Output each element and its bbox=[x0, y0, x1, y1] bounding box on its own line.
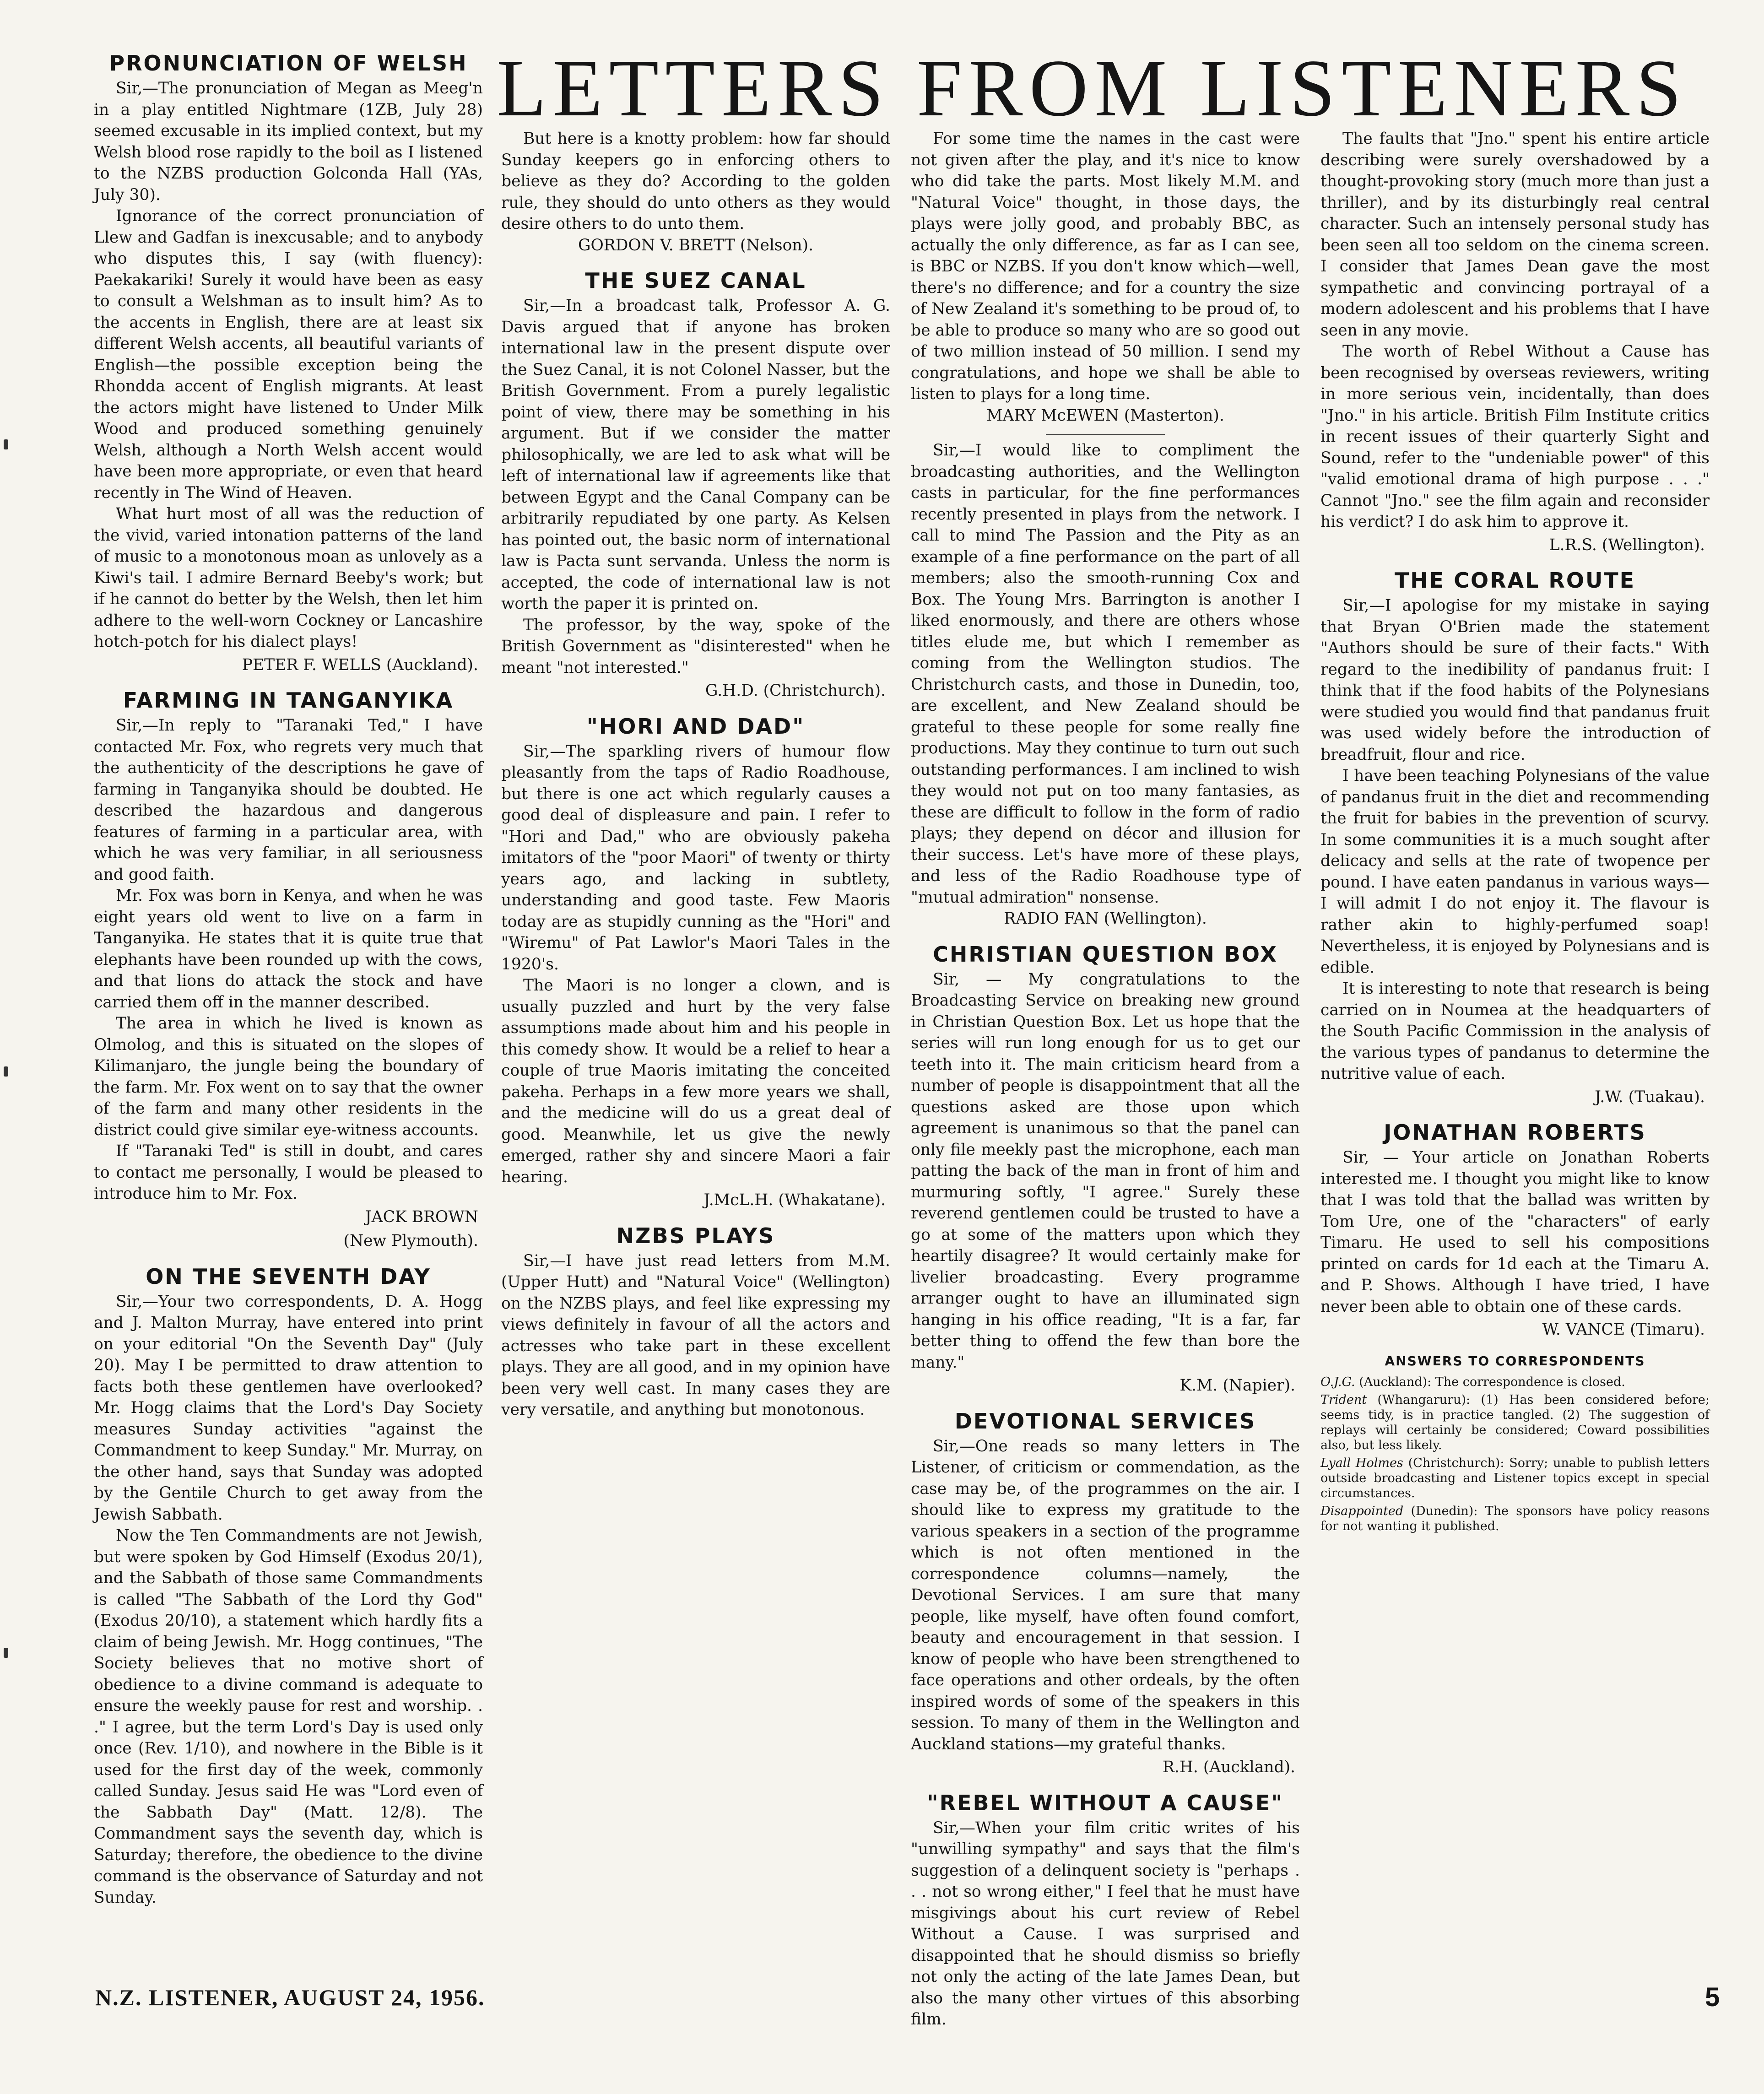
answer-item bbox=[1320, 1374, 1710, 1390]
letter-signature: J.W. (Tuakau). bbox=[1595, 1088, 1705, 1106]
letter-paragraph: Ignorance of the correct pronunciation of Llew and Gadfan is inexcusable; and to anybody who disputes this, I say (with fluency): Paekakariki! Surely it would have been as easy to consult a Welshman as to insult him? As to the accents in English, there are at least six different Welsh accents, all beautiful variants of English—the possible exception being the Rhondda accent of English migrants. At least the actors might have listened to Under Milk Wood and produced something genuinely Welsh, although a North Welsh accent would have been more appropriate, or even that heard recently in The Wind of Heaven. bbox=[94, 207, 483, 502]
binding-hole-mark bbox=[4, 1066, 8, 1077]
answer-text: The sponsors have policy reasons for not wanting it published. bbox=[1320, 1504, 1710, 1533]
letter-signature: W. VANCE (Timaru). bbox=[1542, 1320, 1705, 1339]
letter-paragraph: But here is a knotty problem: how far should Sunday keepers go in enforcing others to believe as they do? According to the golden rule, they should do unto others as they would desire others to do unto them. bbox=[501, 130, 890, 233]
letter-paragraph: Mr. Fox was born in Kenya, and when he was eight years old went to live on a farm in Tanganyika. He states that it is quite true that elephants have been rounded up with the cows, and that lions do attack the stock and have carried them off in the manner described. bbox=[94, 887, 483, 1012]
letter-paragraph: Sir, — Your article on Jonathan Roberts interested me. I thought you might like to know that I was told that the ballad was written by Tom Ure, one of the "characters" of early Timaru. He used to sell his compositions printed on cards for 1d each at the Timaru A. and P. Shows. Although I have tried, I have never been able to obtain one of these cards. bbox=[1320, 1148, 1710, 1316]
letter-paragraph: The Maori is no longer a clown, and is usually puzzled and hurt by the very false assumptions made about him and his people in this comedy show. It would be a relief to hear a couple of true Maoris imitating the conceited pakeha. Perhaps in a few more years we shall, and the medicine will do us a great deal of good. Meanwhile, let us give the newly emerged, rather shy and sincere Maori a fair hearing. bbox=[501, 976, 890, 1186]
letter-paragraph: Sir,—The sparkling rivers of humour flow pleasantly from the taps of Radio Roadhouse, but there is one act which regularly causes a good deal of displeasure and pain. I refer to "Hori and Dad," who are obviously pakeha imitators of the "poor Maori" of twenty or thirty years ago, and lacking in subtlety, understanding and good taste. Few Maoris today are as stupidly cunning as the "Hori" and "Wiremu" of Pat Lawlor's Maori Tales in the 1920's. bbox=[501, 742, 890, 974]
column-2 bbox=[501, 128, 890, 1421]
letter-heading: DEVOTIONAL SERVICES bbox=[954, 1408, 1256, 1434]
binding-hole-mark bbox=[4, 439, 8, 449]
answer-text: The correspondence is closed. bbox=[1435, 1375, 1625, 1389]
letter-paragraph: The worth of Rebel Without a Cause has been recognised by overseas reviewers, writing in more serious vein, incidentally, than does "Jno." in his article. British Film Institute critics in recent issues of their quarterly Sight and Sound, refer to the "undeniable power" of this "valid emotional drama of high purpose . . ." Cannot "Jno." see the film again and reconsider his verdict? I do ask him to approve it. bbox=[1320, 342, 1710, 531]
answer-name: Lyall Holmes bbox=[1320, 1456, 1403, 1470]
letter-paragraph: It is interesting to note that research is being carried on in Noumea at the headquarters of the South Pacific Commission in the analysis of the various types of pandanus to determine the nutritive value of each. bbox=[1320, 979, 1710, 1083]
letter-signature: JACK BROWN bbox=[365, 1207, 478, 1226]
letter-paragraph: What hurt most of all was the reduction of the vivid, varied intonation patterns of the land of music to a monotonous moan as unlovely as a Kiwi's tail. I admire Bernard Beeby's work; but if he cannot do better by the Welsh, then let him adhere to the well-worn Cockney or Lancashire hotch-potch for his dialect plays! bbox=[94, 505, 483, 651]
answer-item bbox=[1320, 1392, 1710, 1453]
letter-heading: THE CORAL ROUTE bbox=[1394, 568, 1636, 593]
letter-signature: K.M. (Napier). bbox=[1180, 1376, 1295, 1395]
answer-text: Sorry; unable to publish letters outside broadcasting and Listener topics except in special circumstances. bbox=[1320, 1456, 1710, 1500]
letter-signature-place: (New Plymouth). bbox=[343, 1232, 478, 1250]
letter-heading: THE SUEZ CANAL bbox=[585, 268, 806, 293]
letter-paragraph: The area in which he lived is known as Olmolog, and this is situated on the slopes of Kilimanjaro, the jungle being the boundary of the farm. Mr. Fox went on to say that the owner of the farm and many other residents in the district could give similar eye-witness accounts. bbox=[94, 1014, 483, 1139]
answer-name: Disappointed bbox=[1320, 1504, 1404, 1518]
letter-heading: PRONUNCIATION OF WELSH bbox=[109, 51, 468, 76]
letter-heading: FARMING IN TANGANYIKA bbox=[123, 688, 454, 713]
letter-signature: MARY McEWEN (Masterton). bbox=[986, 406, 1224, 425]
answers-box bbox=[1320, 1351, 1710, 1534]
answer-item bbox=[1320, 1504, 1710, 1534]
column-1 bbox=[94, 50, 483, 1908]
page-number: 5 bbox=[1705, 1982, 1720, 2012]
letter-paragraph: Sir,—I have just read letters from M.M. (Upper Hutt) and "Natural Voice" (Wellington) on the NZBS plays, and feel like expressing my views definitely in favour of all the actors and actresses who take part in these excellent plays. They are all good, and in my opinion have been very well cast. In many cases they are very versatile, and anything but monotonous. bbox=[501, 1251, 890, 1419]
letter-paragraph: If "Taranaki Ted" is still in doubt, and cares to contact me personally, I would be pleased to introduce him to Mr. Fox. bbox=[94, 1142, 483, 1203]
column-4 bbox=[1320, 128, 1710, 1537]
masthead-title: LETTERS FROM LISTENERS bbox=[497, 43, 1688, 133]
letter-signature: PETER F. WELLS (Auckland). bbox=[242, 655, 478, 674]
letter-signature: GORDON V. BRETT (Nelson). bbox=[578, 236, 814, 254]
letter-paragraph: Now the Ten Commandments are not Jewish, but were spoken by God Himself (Exodus 20/1), and the Sabbath of those same Commandments is called "The Sabbath of the Lord thy God" (Exodus 20/10), a statement which hardly fits a claim of being Jewish. Mr. Hogg continues, "The Society believes that no motive short of obedience to a divine command is adequate to ensure the weekly pause for rest and worship. . ." I agree, but the term Lord's Day is used only once (Rev. 1/10), and nowhere in the Bible is it used for the first day of the week, commonly called Sunday. Jesus said He was "Lord even of the Sabbath Day" (Matt. 12/8). The Commandment says the seventh day, which is Saturday; therefore, the obedience to the divine command is the observance of Saturday and not Sunday. bbox=[94, 1526, 483, 1907]
letter-signature: J.McL.H. (Whakatane). bbox=[703, 1191, 886, 1209]
letter-paragraph: Sir, — My congratulations to the Broadcasting Service on breaking new ground in Christian Question Box. Let us hope that the series will run long enough for us to get our teeth into it. The main criticism heard from a number of people is disappointment that all the questions asked are those upon which agreement is unanimous so that the panel can only file meekly past the microphone, each man patting the back of the man in front of him and murmuring softly, "I agree." Surely these reverend gentlemen could be trusted to have a go at some of the matters upon which they heartily disagree? It would certainly make for livelier broadcasting. Every programme arranger ought to have an illuminated sign hanging in his office reading, "It is a far, far better thing to offend the few than bore the many." bbox=[911, 970, 1300, 1372]
answer-name: O.J.G. bbox=[1320, 1375, 1355, 1389]
answer-place: (Whangaruru): bbox=[1377, 1393, 1471, 1407]
letter-paragraph: The professor, by the way, spoke of the British Government as "disinterested" when he meant "not interested." bbox=[501, 616, 890, 677]
letter-heading: NZBS PLAYS bbox=[616, 1223, 775, 1248]
letter-heading: CHRISTIAN QUESTION BOX bbox=[933, 941, 1278, 967]
letter-paragraph: Sir,—I would like to compliment the broadcasting authorities, and the Wellington casts in particular, for the fine performances recently presented in plays from the network. I call to mind The Passion and the Pity as an example of a fine performance on the part of all members; also the smooth-running Cox and Box. The Young Mrs. Barrington is another I liked enormously, and there are others whose titles elude me, but which I remember as coming from the Wellington studios. The Christchurch casts, and those in Dunedin, too, are excellent, and New Zealand should be grateful to these people for some really fine productions. May they continue to turn out such outstanding performances. I am inclined to wish they would not put on too many fantasies, as these are difficult to follow in the form of radio plays; they depend on décor and illusion for their success. Let's have more of these plays, and less of the Radio Roadhouse type of "mutual admiration" nonsense. bbox=[911, 441, 1300, 907]
letter-heading: "HORI AND DAD" bbox=[586, 714, 805, 739]
letter-paragraph: Sir,—Your two correspondents, D. A. Hogg and J. Malton Murray, have entered into print on your editorial "On the Seventh Day" (July 20). May I be permitted to draw attention to facts both these gentlemen have overlooked? Mr. Hogg claims that the Lord's Day Society measures Sunday activities "against the Commandment to keep Sunday." Mr. Murray, on the other hand, says that Sunday was adopted by the Gentile Church to get away from the Jewish Sabbath. bbox=[94, 1292, 483, 1524]
letter-heading: JONATHAN ROBERTS bbox=[1384, 1120, 1646, 1145]
letter-signature: G.H.D. (Christchurch). bbox=[705, 682, 886, 700]
answer-place: (Dunedin): bbox=[1411, 1504, 1478, 1518]
answer-item bbox=[1320, 1456, 1710, 1501]
letter-signature: R.H. (Auckland). bbox=[1162, 1758, 1295, 1776]
letter-paragraph: For some time the names in the cast were not given after the play, and it's nice to know who did take the parts. Most likely M.M. and "Natural Voice" thought, in those days, the plays were jolly good, and probably BBC, as actually the only difference, as far as I can see, is BBC or NZBS. If you don't know which—well, there's no difference; and for a country the size of New Zealand it's something to be proud of, to be able to produce so many who are so good out of two million instead of 50 million. I send my congratulations, and hope we shall be able to listen to plays for a long time. bbox=[911, 130, 1300, 403]
letter-paragraph: I have been teaching Polynesians of the value of pandanus fruit in the diet and recommending the fruit for babies in the prevention of scurvy. In some communities it is a much sought after delicacy and sells at the rate of twopence per pound. I have eaten pandanus in various ways—I will admit I do not enjoy it. The flavour is rather akin to highly-perfumed soap! Nevertheless, it is enjoyed by Polynesians and is edible. bbox=[1320, 767, 1710, 977]
answer-name: Trident bbox=[1320, 1393, 1367, 1407]
column-3 bbox=[911, 128, 1300, 2030]
letter-signature: L.R.S. (Wellington). bbox=[1549, 536, 1705, 554]
letter-paragraph: Sir,—In a broadcast talk, Professor A. G. Davis argued that if anyone has broken international law in the present dispute over the Suez Canal, it is not Colonel Nasser, but the British Government. From a purely legalistic point of view, there may be something in his argument. But if we consider the matter philosophically, we are led to ask what will be left of international law if agreements like that between Egypt and the Canal Company can be arbitrarily repudiated by one party. As Kelsen has pointed out, the basic norm of international law is Pacta sunt servanda. Unless the norm is accepted, the code of international law is not worth the paper it is printed on. bbox=[501, 297, 890, 613]
letter-paragraph: Sir,—In reply to "Taranaki Ted," I have contacted Mr. Fox, who regrets very much that the authenticity of the descriptions he gave of farming in Tanganyika should be doubted. He described the hazardous and dangerous features of farming in a particular area, with which he was very familiar, in all seriousness and good faith. bbox=[94, 716, 483, 884]
letter-heading: ON THE SEVENTH DAY bbox=[146, 1264, 431, 1289]
letter-paragraph: Sir,—I apologise for my mistake in saying that Bryan O'Brien made the statement "Authors should be sure of their facts." With regard to the inedibility of pandanus fruit: I think that if the food habits of the Polynesians were studied you would find that pandanus fruit was used widely before the introduction of breadfruit, flour and rice. bbox=[1320, 596, 1710, 764]
answer-text: (1) Has been considered before; seems tidy, is in practice tangled. (2) The suggestion of replays will certainly be considered; Coward possibilities also, but less likely. bbox=[1320, 1393, 1710, 1452]
letter-paragraph: The faults that "Jno." spent his entire article describing were surely overshadowed by a thought-provoking story (much more than just a thriller), and by its disturbingly real central character. Such an intensely personal study has been seen all too seldom on the cinema screen. I consider that James Dean gave the most sympathetic and convincing portrayal of a modern adolescent and his problems that I have seen in any movie. bbox=[1320, 130, 1710, 340]
answer-place: (Christchurch): bbox=[1408, 1456, 1504, 1470]
letter-heading: "REBEL WITHOUT A CAUSE" bbox=[927, 1790, 1284, 1815]
answer-place: (Auckland): bbox=[1359, 1375, 1432, 1389]
divider bbox=[1046, 434, 1165, 435]
answers-heading: ANSWERS TO CORRESPONDENTS bbox=[1385, 1353, 1645, 1369]
letter-paragraph: Sir,—The pronunciation of Megan as Meeg'n in a play entitled Nightmare (1ZB, July 28) seemed excusable in its implied context, but my Welsh blood rose rapidly to the boil as I listened to the NZBS production Golconda Hall (YAs, July 30). bbox=[94, 79, 483, 204]
letter-paragraph: Sir,—One reads so many letters in The Listener, of criticism or commendation, as the case may be, of the programmes on the air. I should like to express my gratitude to the various speakers in a section of the programme which is not often mentioned in the correspondence columns—namely, the Devotional Services. I am sure that many people, like myself, have often found comfort, beauty and encouragement in that session. I know of people who have been strengthened to face operations and other ordeals, by the often inspired words of some of the speakers in this session. To many of them in the Wellington and Auckland stations—my grateful thanks. bbox=[911, 1437, 1300, 1753]
binding-hole-mark bbox=[4, 1648, 8, 1658]
letter-signature: RADIO FAN (Wellington). bbox=[1004, 909, 1207, 928]
letter-paragraph: Sir,—When your film critic writes of his "unwilling sympathy" and says that the film's suggestion of a delinquent society is "perhaps . . . not so wrong either," I feel that he must have misgivings about his curt review of Rebel Without a Cause. I was surprised and disappointed that he should dismiss so briefly not only the acting of the late James Dean, but also the many other virtues of this absorbing film. bbox=[911, 1818, 1300, 2029]
footer-issue-date: N.Z. LISTENER, AUGUST 24, 1956. bbox=[95, 1985, 485, 2010]
